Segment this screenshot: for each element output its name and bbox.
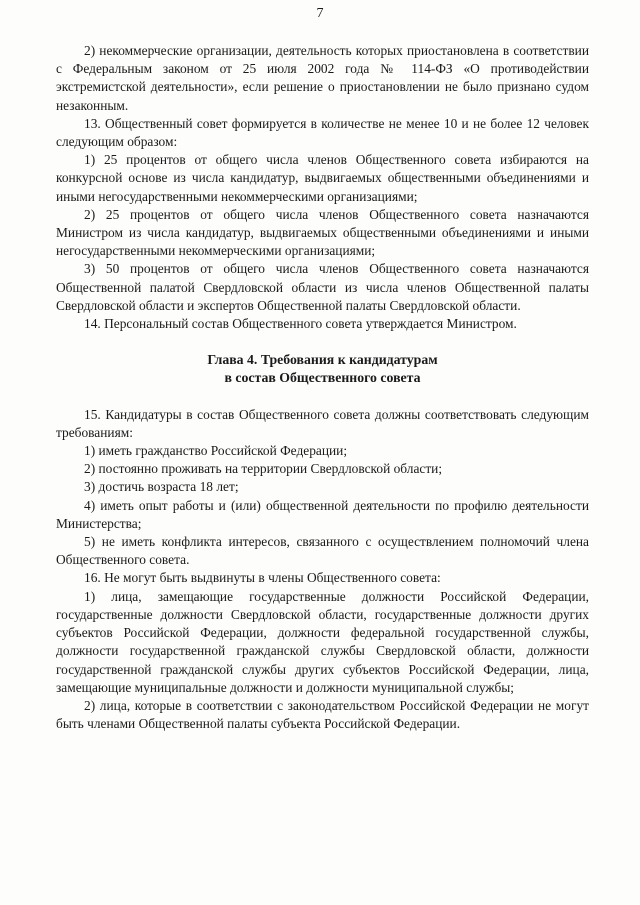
paragraph-13: 13. Общественный совет формируется в количестве не менее 10 и не более 12 человек следующим образом:: [56, 115, 589, 150]
paragraph-16-2: 2) лица, которые в соответствии с законодательством Российской Федерации не могут быть членами Общественной палаты субъекта Российской Федерации.: [56, 697, 589, 732]
chapter-heading-line-2: в состав Общественного совета: [224, 370, 421, 386]
paragraph-15-1: 1) иметь гражданство Российской Федерации;: [84, 443, 348, 459]
page-number: 7: [316, 6, 324, 21]
paragraph-16: 16. Не могут быть выдвинуты в члены Общественного совета:: [84, 570, 441, 586]
paragraph-13-3: 3) 50 процентов от общего числа членов Общественного совета назначаются Общественной палатой Свердловской области из числа членов Общественной палаты Свердловской области и экспертов Общественной палаты Свердловской области.: [56, 261, 589, 313]
paragraph-15-2: 2) постоянно проживать на территории Свердловской области;: [84, 461, 443, 477]
paragraph-15: 15. Кандидатуры в состав Общественного совета должны соответствовать следующим требованиям:: [56, 406, 589, 440]
document-body: [56, 42, 589, 733]
paragraph-15-5: 5) не иметь конфликта интересов, связанного с осуществлением полномочий члена Общественного совета.: [56, 534, 589, 568]
paragraph-15-3: 3) достичь возраста 18 лет;: [84, 479, 239, 495]
paragraph-15-4: 4) иметь опыт работы и (или) общественной деятельности по профилю деятельности Министерства;: [56, 497, 589, 531]
paragraph-13-2: 2) 25 процентов от общего числа членов Общественного совета назначаются Министром из числа кандидатур, выдвигаемых общественными объединениями и иными негосударственными некоммерческими организациями;: [56, 206, 589, 259]
paragraph-13-1: 1) 25 процентов от общего числа членов Общественного совета избираются на конкурсной основе из числа кандидатур, выдвигаемых общественными объединениями и иными негосударственными некоммерческими организациями;: [56, 152, 589, 204]
paragraph-16-1: 1) лица, замещающие государственные должности Российской Федерации, государственные должности Свердловской области, государственные должности других субъектов Российской Федерации, должности федеральной государственной службы, должности государственной гражданской службы Свердловской области, должности государственной гражданской службы других субъектов Российской Федерации, лица, замещающие муниципальные должности и должности муниципальной службы;: [56, 588, 589, 695]
paragraph-12-2: 2) некоммерческие организации, деятельность которых приостановлена в соответствии с Федеральным законом от 25 июля 2002 года № 114-ФЗ «О противодействии экстремистской деятельности», если решение о приостановлении не было признано судом незаконным.: [56, 43, 589, 113]
chapter-heading-line-1: Глава 4. Требования к кандидатурам: [207, 352, 438, 368]
chapter-heading: [56, 351, 589, 387]
paragraph-14: 14. Персональный состав Общественного совета утверждается Министром.: [84, 316, 517, 332]
